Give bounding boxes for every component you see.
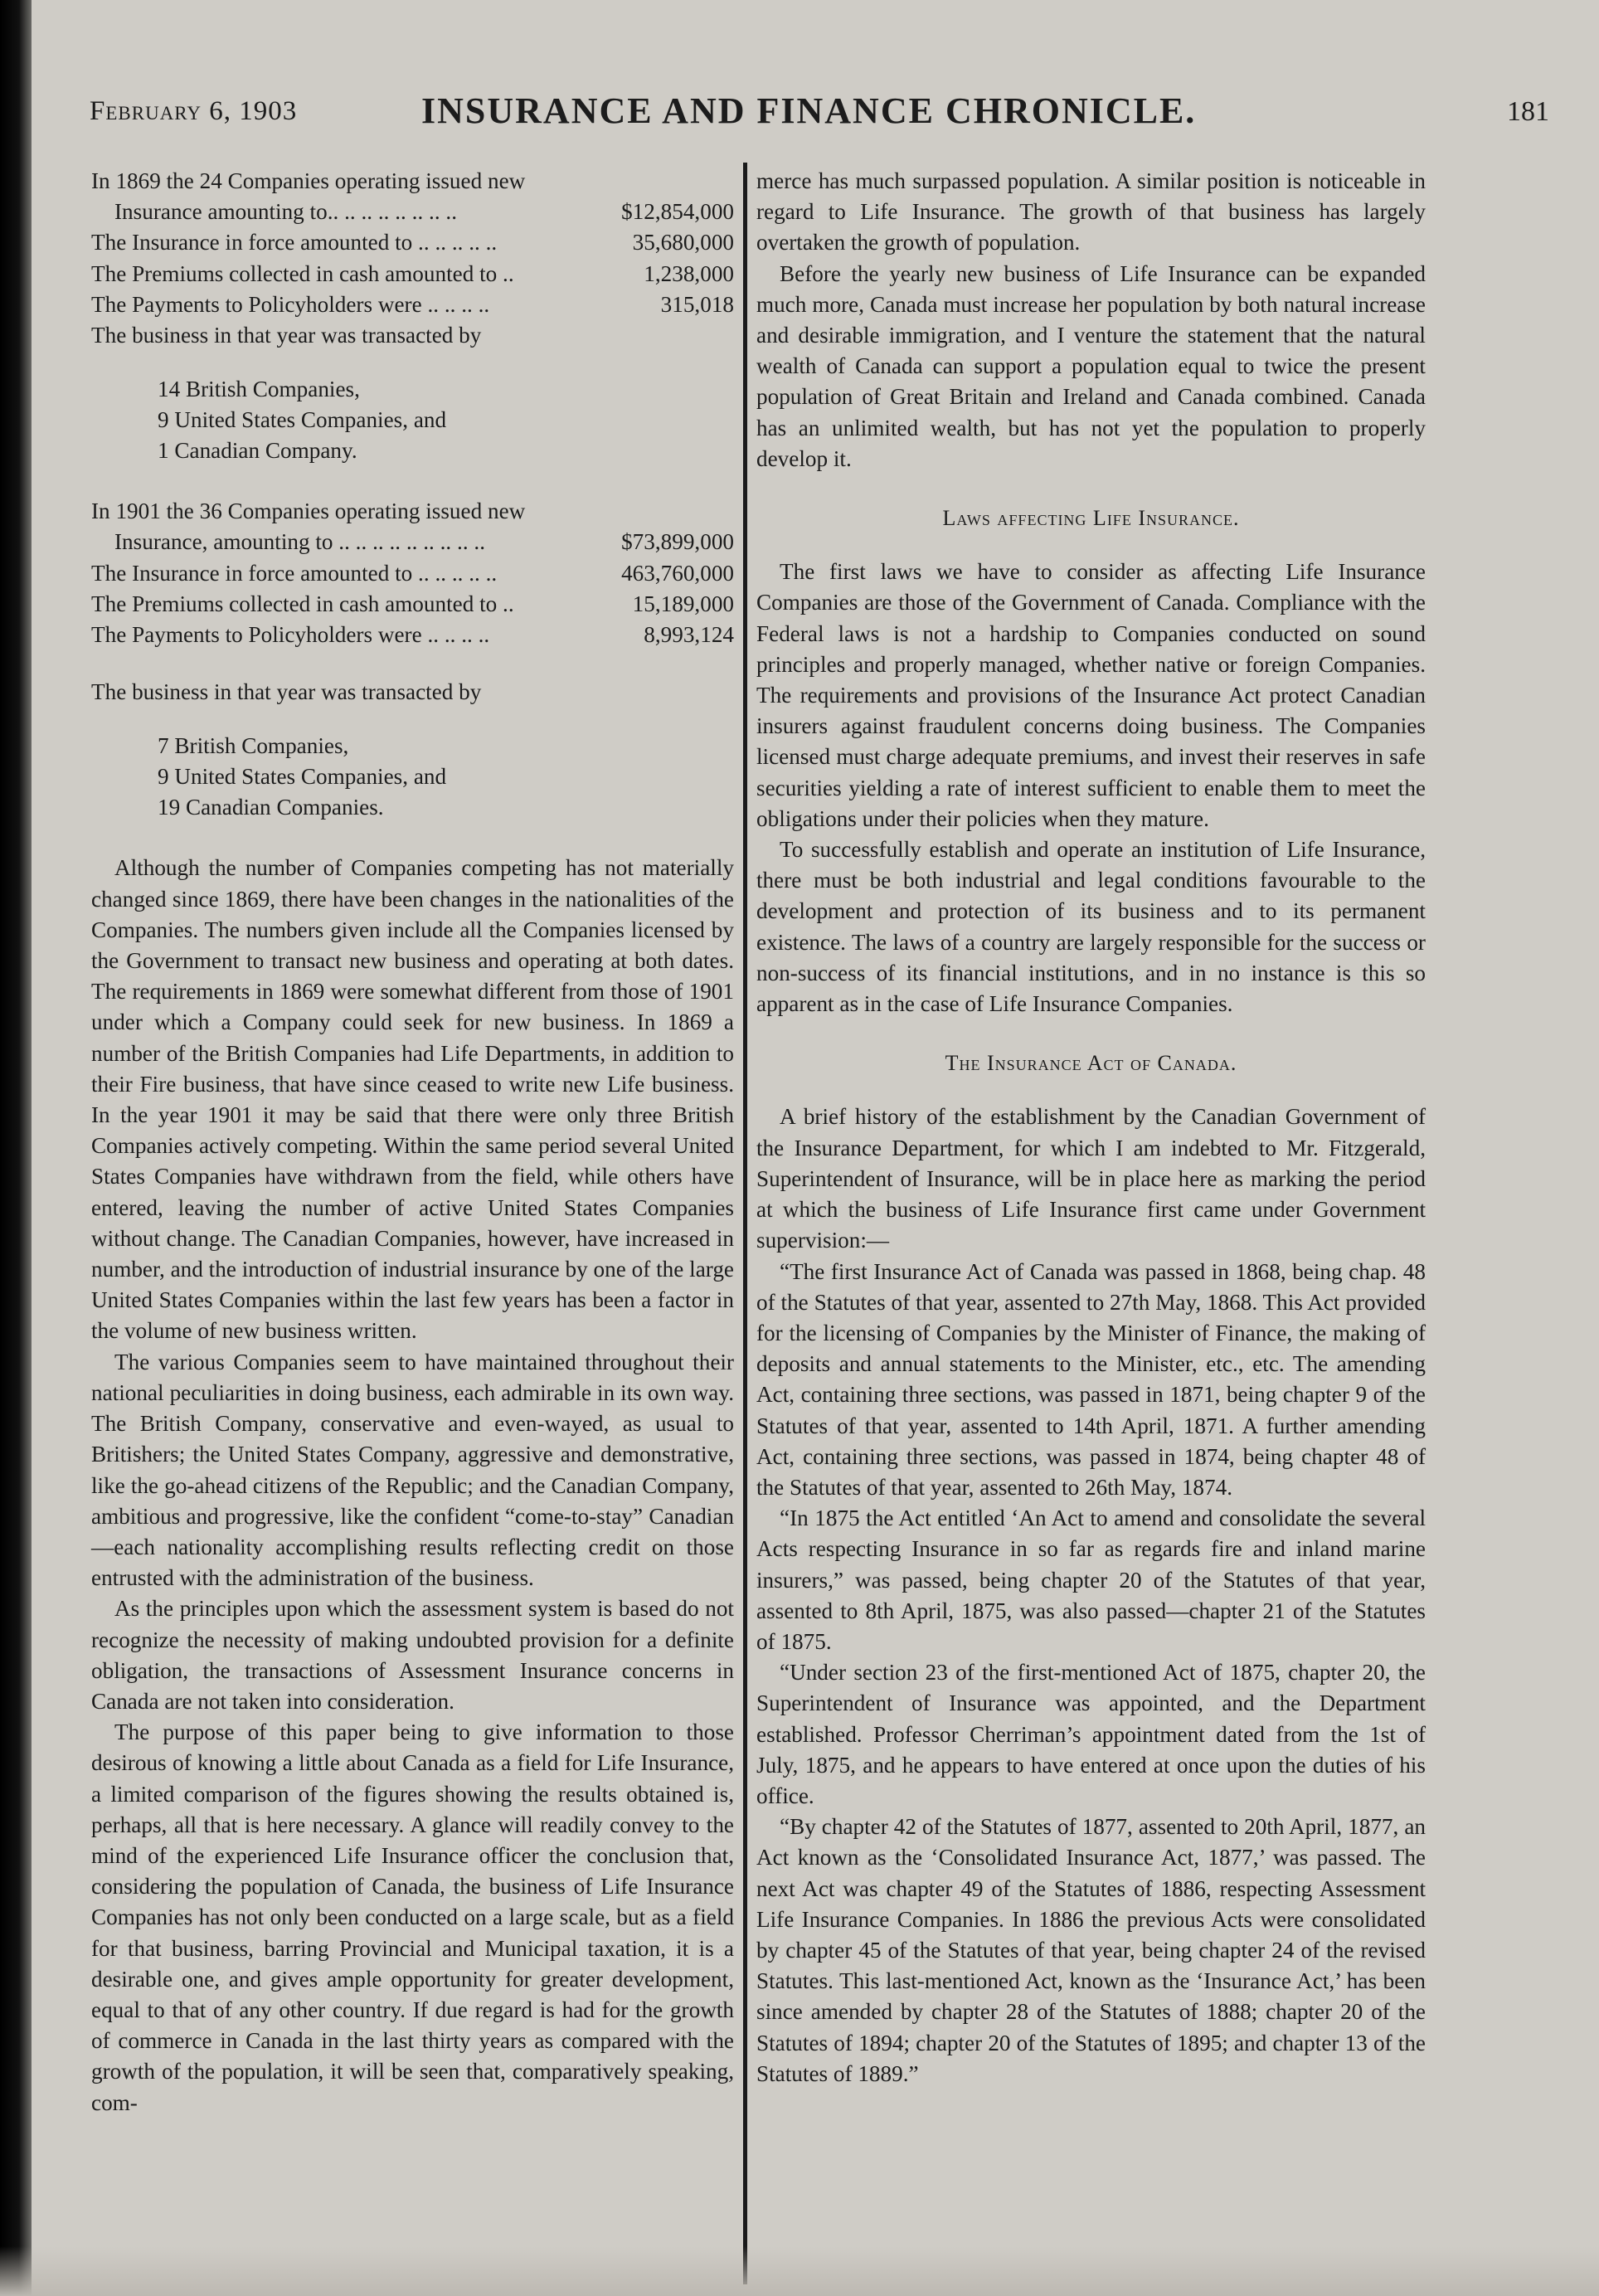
stat-label: Insurance amounting to.. .. .. .. .. .. .. ..	[114, 199, 458, 225]
paragraph: “The first Insurance Act of Canada was passed in 1868, being chap. 48 of the Statutes of that year, assented to 27th May, 1868. This Act provided for the licensing of Companies by the Minister of Finance, the making of deposits and annual statements to the Minister, etc., etc. The amending Act, containing three sections, was passed in 1871, being chapter 9 of the Statutes of that year, assented to 14th April, 1871. A further amending Act, containing three sections, was passed in 1874, being chapter 48 of the Statutes of that year, assented to 26th May, 1874.	[756, 1258, 1426, 1500]
stat-value: 315,018	[660, 291, 734, 317]
stat-row	[91, 259, 734, 289]
stat-label: The Payments to Policyholders were .. .. .. ..	[91, 291, 490, 317]
stat-label: The Premiums collected in cash amounted to ..	[91, 260, 514, 286]
transacted-by-line: The business in that year was transacted by	[91, 679, 482, 705]
stats-1869-intro	[91, 166, 734, 197]
stat-label: Insurance, amounting to .. .. .. .. .. .. .. .. ..	[114, 529, 486, 555]
paragraph: merce has much surpassed population. A similar position is noticeable in regard to Life Insurance. The growth of that business has largely overtaken the growth of population.	[756, 168, 1426, 255]
transacted-by-line: The business in that year was transacted by	[91, 323, 482, 348]
paragraph: As the principles upon which the assessment system is based do not recognize the necessity of making undoubted provision for a definite obligation, the transactions of Assessment Insurance concerns in Canada are not taken into consideration.	[91, 1596, 734, 1714]
stat-intro-label: In 1869 the 24 Companies operating issued new	[91, 168, 526, 193]
stat-row	[91, 527, 734, 557]
stat-label: The Insurance in force amounted to .. .. .. .. ..	[91, 560, 498, 586]
page-edge-shadow	[0, 0, 32, 2296]
section-heading-laws: Laws affecting Life Insurance.	[942, 506, 1240, 531]
paragraph: A brief history of the establishment by the Canadian Government of the Insurance Department, for which I am indebted to Mr. Fitzgerald, Superintendent of Insurance, will be in place here as marking the period at which the business of Life Insurance first came under Government supervision:—	[756, 1104, 1426, 1253]
stats-1869	[91, 166, 734, 466]
stat-value: $73,899,000	[621, 529, 734, 555]
list-item: 1 Canadian Company.	[158, 438, 357, 464]
stat-value: 8,993,124	[644, 622, 734, 648]
column-divider	[743, 163, 747, 2284]
page-bottom-shadow	[0, 2246, 1599, 2296]
section-heading-insurance-act: The Insurance Act of Canada.	[945, 1051, 1237, 1076]
right-column	[756, 166, 1426, 2089]
list-item: 19 Canadian Companies.	[158, 795, 384, 820]
paragraph: Although the number of Companies competing has not materially changed since 1869, there have been changes in the nationalities of the Companies. The numbers given include all the Companies licensed by the Government to transact new business and operating at both dates. The requirements in 1869 were somewhat different from those of 1901 under which a Company could seek for new business. In 1869 a number of the British Companies had Life Departments, in addition to their Fire business, that have since ceased to write new Life business. In the year 1901 it may be said that there were only three British Companies actively competing. Within the same period several United States Companies have withdrawn from the field, while others have entered, leaving the number of active United States Companies without change. The Canadian Companies, however, have increased in number, and the introduction of industrial insurance by one of the large United States Companies within the last few years has been a factor in the volume of new business written.	[91, 855, 734, 1344]
paragraph: “Under section 23 of the first-mentioned Act of 1875, chapter 20, the Superintendent of Insurance was appointed, and the Department established. Professor Cherriman’s appointment dated from the 1st of July, 1875, and he appears to have entered at once upon the duties of his office.	[756, 1660, 1426, 1808]
stat-row	[91, 620, 734, 650]
paragraph: “By chapter 42 of the Statutes of 1877, assented to 20th April, 1877, an Act known as the ‘Consolidated Insurance Act, 1877,’ was passed. The next Act was chapter 49 of the Statutes of 1886, respecting Assessment Life Insurance Companies. In 1886 the previous Acts were consolidated by chapter 45 of the Statutes of that year, being chapter 24 of the revised Statutes. This last-mentioned Act, known as the ‘Insurance Act,’ has been since amended by chapter 28 of the Statutes of 1888; chapter 20 of the Statutes of 1894; chapter 20 of the Statutes of 1895; and chapter 13 of the Statutes of 1889.”	[756, 1814, 1426, 2086]
stat-row	[91, 289, 734, 320]
header-date: February 6, 1903	[90, 96, 298, 126]
page-header	[90, 90, 1549, 136]
stat-value: $12,854,000	[621, 199, 734, 225]
publication-title: INSURANCE AND FINANCE CHRONICLE.	[421, 90, 1197, 131]
stat-label: The Premiums collected in cash amounted to ..	[91, 591, 514, 616]
stat-value: 15,189,000	[632, 591, 734, 616]
stat-row	[91, 589, 734, 620]
stats-1901	[91, 496, 734, 823]
stat-value: 1,238,000	[644, 260, 734, 286]
paragraph: “In 1875 the Act entitled ‘An Act to amend and consolidate the several Acts respecting Insurance in so far as regards fire and inland marine insurers,” was passed, being chapter 20 of the Statutes of that year, assented to 8th April, 1875, was also passed—chapter 21 of the Statutes of 1875.	[756, 1506, 1426, 1654]
list-item: 9 United States Companies, and	[158, 764, 447, 790]
paragraph: Before the yearly new business of Life Insurance can be expanded much more, Canada must increase her population by both natural increase and desirable immigration, and I venture the statement that the natural wealth of Canada can support a population equal to twice the present population of Great Britain and Ireland and Canada combined. Canada has an unlimited wealth, but has not yet the population to properly develop it.	[756, 260, 1426, 471]
list-item: 14 British Companies,	[158, 377, 360, 402]
stat-label: The Payments to Policyholders were .. .. .. ..	[91, 622, 490, 648]
page-number: 181	[1507, 96, 1549, 127]
paragraph: The various Companies seem to have maintained throughout their national peculiarities in doing business, each admirable in its own way. The British Company, conservative and even-wayed, as usual to Britishers; the United States Company, aggressive and demonstrative, like the go-ahead citizens of the Republic; and the Canadian Company, ambitious and progressive, like the confident “come-to-stay” Canadian—each nationality accomplishing results reflecting credit on those entrusted with the administration of the business.	[91, 1349, 734, 1591]
company-list-1869	[158, 374, 734, 466]
stat-row	[91, 227, 734, 258]
list-item: 7 British Companies,	[158, 733, 349, 759]
list-item: 9 United States Companies, and	[158, 407, 447, 433]
paragraph: To successfully establish and operate an institution of Life Insurance, there must be both industrial and legal conditions favourable to the development and protection of its business and to its permanent existence. The laws of a country are largely responsible for the success or non-success of its financial institutions, and in no instance is this so apparent as in the case of Life Insurance Companies.	[756, 837, 1426, 1017]
stat-intro-label: In 1901 the 36 Companies operating issued new	[91, 499, 526, 524]
paragraph: The first laws we have to consider as affecting Life Insurance Companies are those of the Government of Canada. Compliance with the Federal laws is not a hardship to Companies conducted on sound principles and properly managed, whether native or foreign Companies. The requirements and provisions of the Insurance Act protect Canadian insurers against fraudulent concerns doing business. The Companies licensed must charge adequate premiums, and invest their reserves in safe securities yielding a rate of interest sufficient to enable them to meet the obligations under their policies when they mature.	[756, 559, 1426, 831]
stat-row	[91, 558, 734, 589]
paragraph: The purpose of this paper being to give information to those desirous of knowing a little about Canada as a field for Life Insurance, a limited comparison of the figures showing the results obtained is, perhaps, all that is here necessary. A glance will readily convey to the mind of the experienced Life Insurance officer the conclusion that, considering the population of Canada, the business of Life Insurance Companies has not only been conducted on a large scale, but as a field for that business, barring Provincial and Municipal taxation, it is a desirable one, and gives ample opportunity for greater development, equal to that of any other country. If due regard is had for the growth of commerce in Canada in the last thirty years as compared with the growth of the population, it will be seen that, comparatively speaking, com-	[91, 1720, 734, 2115]
company-list-1901	[158, 731, 734, 823]
stat-value: 463,760,000	[621, 560, 734, 586]
stat-value: 35,680,000	[632, 230, 734, 255]
left-column	[91, 166, 734, 2118]
stat-label: The Insurance in force amounted to .. .. .. .. ..	[91, 230, 498, 255]
stats-1901-intro	[91, 496, 734, 527]
stat-row	[91, 197, 734, 227]
